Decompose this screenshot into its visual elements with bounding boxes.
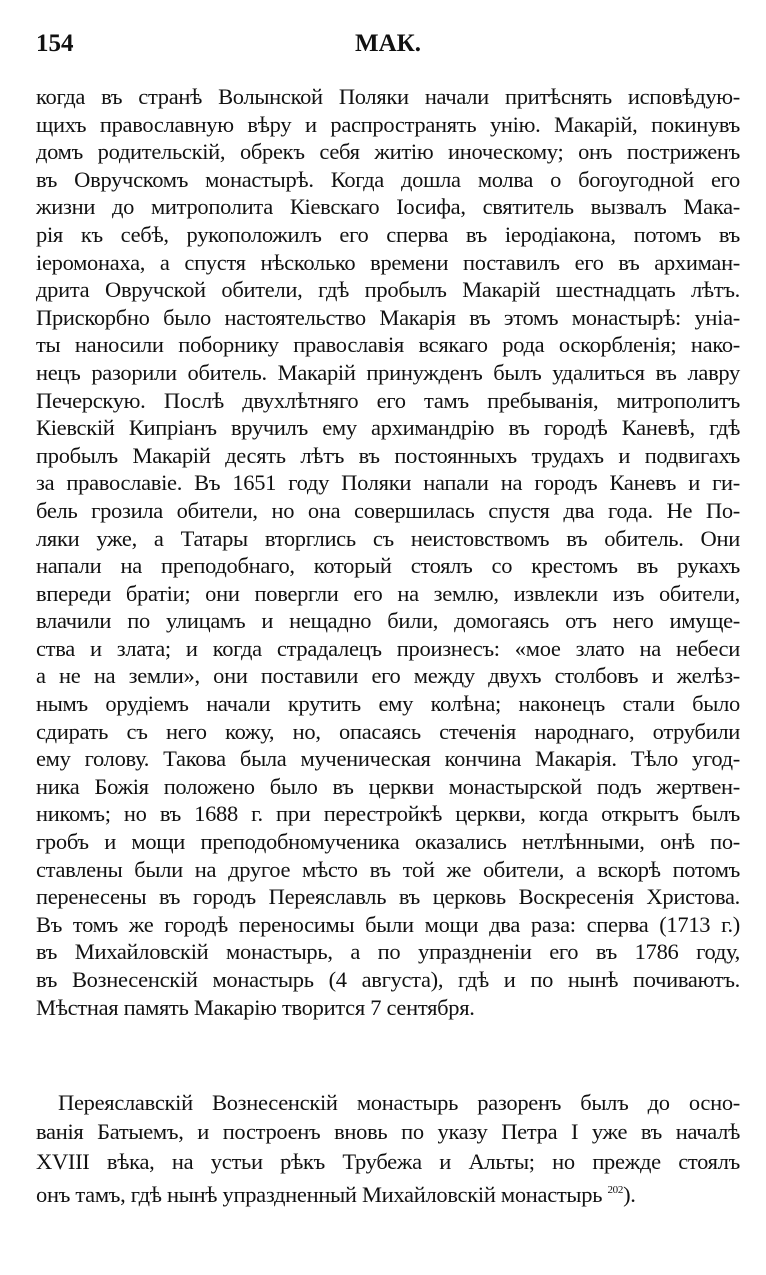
- text-line: рія къ себѣ, рукоположилъ его сперва въ іеродіакона, потомъ въ: [36, 221, 740, 247]
- text-line: гробъ и мощи преподобномученика оказались нетлѣнными, онѣ по-: [36, 829, 740, 855]
- line-closing: ).: [623, 1181, 636, 1207]
- text-line: Прискорбно было настоятельство Макарія въ этомъ монастырѣ: уніа-: [36, 304, 740, 330]
- text-line: ванія Батыемъ, и построенъ вновь по указу Петра I уже въ началѣ: [36, 1119, 740, 1145]
- text-line: Въ томъ же городѣ переносимы были мощи два раза: сперва (1713 г.): [36, 911, 740, 937]
- page-header: [36, 30, 740, 62]
- text-line: когда въ странѣ Волынской Поляки начали притѣснять исповѣдую-: [36, 84, 740, 109]
- footnote-ref[interactable]: 202: [607, 1183, 624, 1196]
- line-text: онъ тамъ, гдѣ нынѣ упраздненный Михайловскій монастырь: [36, 1181, 603, 1207]
- text-line: [36, 1176, 740, 1205]
- text-line: напали на преподобнаго, который стоялъ со крестомъ въ рукахъ: [36, 553, 740, 579]
- text-line: ему голову. Такова была мученическая кончина Макарія. Тѣло угод-: [36, 746, 740, 772]
- text-line: XVIII вѣка, на устьи рѣкъ Трубежа и Альты; но прежде стоялъ: [36, 1148, 740, 1174]
- text-line: бель грозила обители, но она совершилась спустя два года. Не По-: [36, 497, 740, 523]
- text-line: сдирать съ него кожу, но, опасаясь стеченія народнаго, отрубили: [36, 718, 740, 744]
- text-line: Переяславскій Вознесенскій монастырь разоренъ былъ до осно-: [58, 1090, 740, 1115]
- text-line: іеромонаха, а спустя нѣсколько времени поставилъ его въ архиман-: [36, 249, 740, 275]
- text-line: щихъ православную вѣру и распространять унію. Макарій, покинувъ: [36, 111, 740, 137]
- text-line: Кіевскій Кипріанъ вручилъ ему архимандрію въ городѣ Каневѣ, гдѣ: [36, 415, 740, 441]
- text-line: влачили по улицамъ и нещадно били, домогаясь отъ него имуще-: [36, 608, 740, 634]
- text-line: жизни до митрополита Кіевскаго Іосифа, святитель вызвалъ Мака-: [36, 194, 740, 220]
- text-line: нецъ разорили обитель. Макарій принужденъ былъ удалиться въ лавру: [36, 359, 740, 385]
- text-line: ты наносили поборнику православія всякаго рода оскорбленія; нако-: [36, 332, 740, 358]
- text-line: за православіе. Въ 1651 году Поляки напали на городъ Каневъ и ги-: [36, 470, 740, 496]
- paragraph-1: [36, 83, 740, 1021]
- text-line: ставлены были на другое мѣсто въ той же обители, а вскорѣ потомъ: [36, 856, 740, 882]
- text-line: никомъ; но въ 1688 г. при перестройкѣ церкви, когда открытъ былъ: [36, 801, 740, 827]
- text-line: Мѣстная память Макарію творится 7 сентября.: [36, 994, 475, 1020]
- text-line: перенесены въ городъ Переяславль въ церковь Воскресенія Христова.: [36, 884, 740, 910]
- text-line: въ Вознесенскій монастырь (4 августа), гдѣ и по нынѣ почиваютъ.: [36, 967, 740, 992]
- text-line: впереди братіи; они повергли его на землю, извлекли изъ обители,: [36, 580, 740, 606]
- text-line: а не на земли», они поставили его между двухъ столбовъ и желѣз-: [36, 663, 740, 689]
- text-line: пробылъ Макарій десять лѣтъ въ постоянныхъ трудахъ и подвигахъ: [36, 442, 740, 468]
- text-line: ства и злата; и когда страдалецъ произнесъ: «мое злато на небеси: [36, 635, 740, 661]
- page-number: 154: [36, 30, 74, 57]
- running-title: МАК.: [354, 30, 422, 57]
- text-line: въ Михайловскій монастырь, а по упраздненіи его въ 1786 году,: [36, 939, 740, 965]
- text-line: ника Божія положено было въ церкви монастырской подъ жертвен-: [36, 773, 740, 799]
- paragraph-2: [36, 1088, 740, 1205]
- text-line: нымъ орудіемъ начали крутить ему колѣна; наконецъ стали было: [36, 691, 740, 717]
- text-line: Печерскую. Послѣ двухлѣтняго его тамъ пребыванія, митрополитъ: [36, 387, 740, 413]
- text-line: дрита Овручской обители, гдѣ пробылъ Макарій шестнадцать лѣтъ.: [36, 277, 740, 303]
- text-line: домъ родительскій, обрекъ себя житію иноческому; онъ постриженъ: [36, 139, 740, 165]
- text-line: въ Овручскомъ монастырѣ. Когда дошла молва о богоугодной его: [36, 166, 740, 192]
- text-line: ляки уже, а Татары вторглись съ неистовствомъ въ обитель. Они: [36, 525, 740, 551]
